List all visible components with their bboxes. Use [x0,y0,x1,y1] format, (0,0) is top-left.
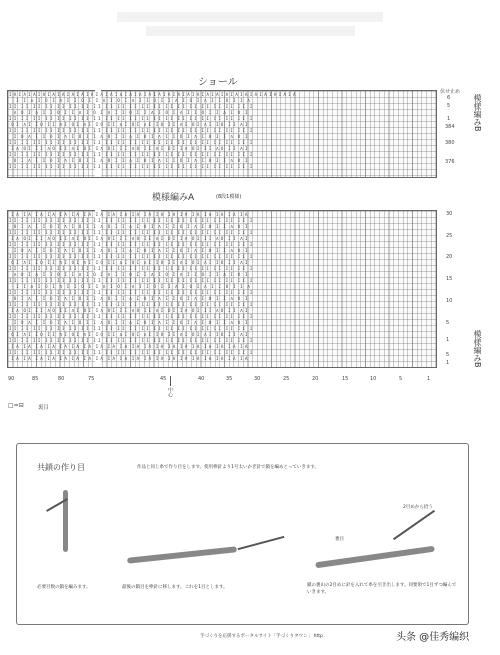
center-label: 中心 [167,387,173,397]
step3-text: 鎖の裏山の2目めに針を入れて糸を引き出します。同要領で1目ずつ編んでいきます。 [307,583,457,595]
label-back: 裏目 [335,537,344,542]
center-marker [170,376,171,386]
row-label-1a: 1 [446,337,450,343]
cast-on-panel [16,443,469,625]
row-label-5b: 5 [446,352,450,358]
row-label-376: 376 [445,159,455,165]
needle-illustration-2 [238,536,285,550]
col-label-90: 90 [8,376,15,382]
chart-top-title: ショール [198,77,238,88]
chart-top-symbols: I A I A I A I A I A I A I A I A I A I A I A I A I A I A I A I A I A I A I A I A I A I A I A I A I A I A I A I A I A I A I I Λ I O I Λ I I O I I Λ I O I Λ I I O I I Λ I O I Λ I I O I I Λ I I I I I I I I I I I I I I I I I I I I I I I I I I I I I I I I I I I I I I I I I Λ O I Λ I I O I I Λ I O I Λ I I O I I Λ I O I Λ I I O I I Λ I O I I I I I I I I I I I I I I I I I I I I I I I I I I I I I I I I I I I I I I I I I I O I Λ I I O I I Λ I O I Λ I I O I I Λ I O I Λ I I O I I Λ I O I Λ I I O I I Λ I I I I I I I I I I I I I I I I I I I I I I I I I I I I I I I I I I I I I I I I I I I O Λ I I O I Λ I O I I Λ O I I Λ I O I Λ I I O I Λ I O I I Λ O I I I I I I I I I I I I I I I I I I I I I I I I I I I I I I I I I I I I I I I I I I I Λ O I I I Λ O I I Λ I O I I Λ O I I I Λ O I I Λ I O I I Λ O I I I Λ O I I Λ I I I I I I I I I I I I I I I I I I I I I I I I I I I I I I I I I I I I I I I I I I O I Λ I I O I Λ I O I I Λ O I I Λ I O I Λ I I O I Λ I O I I Λ O I I I I I I I I I I I I I I I I I I I I I I I I I I I I I I I I I I I I I I I I I I [9,92,296,169]
step1-text: 必要目数の鎖を編みます。 [37,585,91,590]
chain-pickup-illustration [315,546,435,569]
row-label-5: 5 [447,103,451,109]
pattern-b-label-top: 模様編みB [473,94,482,132]
col-label-15: 15 [342,376,349,382]
row-label-30: 30 [446,211,453,217]
footer-text: 手づくりを応援するポータルサイト「手づくりタウン」 http [200,634,323,639]
row-label-380: 380 [445,140,455,146]
row-label-1: 1 [447,116,451,122]
chain-horizontal-illustration [127,546,237,563]
row-label-15: 15 [446,276,453,282]
step2-text: 最後の鎖目を棒針に移します。これを1目とします。 [122,585,228,590]
col-label-80: 80 [58,376,65,382]
col-label-20: 20 [312,376,319,382]
col-label-30: 30 [254,376,261,382]
chart-main-title: 模様編みA [152,193,195,203]
col-label-40: 40 [198,376,205,382]
col-label-5: 5 [399,376,403,382]
row-label-25: 25 [446,233,453,239]
row-label-6: 6 [447,95,451,101]
row-label-5a: 5 [446,320,450,326]
col-label-25: 25 [283,376,290,382]
row-label-bindoff: 伏せ止め [440,89,461,95]
col-label-85: 85 [32,376,39,382]
chart-main-symbols: I A I A I A I A I A I A I A I A I A I A I A I A I A I A I A I A I A I A I A I A I I I I I I I I I I I I I I I I I I I I I I I I I I I I I I I I I I I I I I I I I O I Λ I I O I Λ I O I I Λ O I I Λ I O I Λ I I O I Λ I O I I Λ O I I I I I I I I I I I I I I I I I I I I I I I I I I I I I I I I I I I I I I I I I I I Λ O I I I Λ O I I Λ I O I I Λ O I I I Λ O I I Λ I O I I Λ O I I I Λ O I I Λ I I I I I I I I I I I I I I I I I I I I I I I I I I I I I I I I I I I I I I I I I I I O Λ I I O I Λ I O I I Λ O I I Λ I O I Λ I I O I Λ I O I I Λ O I I I I I I I I I I I I I I I I I I I I I I I I I I I I I I I I I I I I I I I I I I O I Λ I I O I I Λ I O I Λ I I O I I Λ I O I Λ I I O I I Λ I O I Λ I I O I I Λ I I I I I I I I I I I I I I I I I I I I I I I I I I I I I I I I I I I I I I I I I I Λ O I Λ I I O I I Λ I O I Λ I I O I I Λ I O I Λ I I O I I Λ I O I I I I I I I I I I I I I I I I I I I I I I I I I I I I I I I I I I I I I I I I I I I I Λ I O I Λ I I O I I Λ I O I Λ I I O I I Λ I O I Λ I I O I I Λ I I I I I I I I I I I I I I I I I I I I I I I I I I I I I I I I I I I I I I I I I O I Λ I I O I Λ I O I I Λ O I I Λ I O I Λ I I O I Λ I O I I Λ O I I I I I I I I I I I I I I I I I I I I I I I I I I I I I I I I I I I I I I I I I I I Λ O I I I Λ O I I Λ I O I I Λ O I I I Λ O I I Λ I O I I Λ O I I I Λ O I I Λ I I I I I I I I I I I I I I I I I I I I I I I I I I I I I I I I I I I I I I I I I I I O Λ I I O I Λ I O I I Λ O I I Λ I O I Λ I I O I Λ I O I I Λ O I I I I I I I I I I I I I I I I I I I I I I I I I I I I I I I I I I I I I I I I I I O I Λ I I O I I Λ I O I Λ I I O I I Λ I O I Λ I I O I I Λ I O I Λ I I O I I Λ I I I I I I I I I I I I I I I I I I I I I I I I I I I I I I I I I I I I I I I I I I I A I A I A I A I A I A I A I A I A I A I A I A I A I A I A I A I A I A I A I A I I I I I I I I I I I I I I I I I I I I I I I I I I I I I I I I I I I I I I I I I I A I A I A I A I A I A I A I A I A I A I A I A I A I A I A I A I A I A I A I A [9,212,253,361]
needle-illustration-3 [393,510,435,540]
panel-intro: 作品と同じ糸で作り目をします。使用棒針より1号太いかぎ針で鎖を編めとっていきます。 [137,465,320,470]
col-label-75: 75 [88,376,95,382]
col-label-1: 1 [427,376,431,382]
label-second: 2目めから拾う [403,505,433,510]
chart-main-subtitle: (8段1模様) [216,194,242,200]
col-label-35: 35 [226,376,233,382]
row-label-10: 10 [446,298,453,304]
col-label-10: 10 [370,376,377,382]
row-label-384: 384 [445,124,455,130]
row-label-20: 20 [446,254,453,260]
panel-title: 共鎖の作り目 [37,463,85,472]
legend-symbol: □=⊟ [8,402,24,409]
pattern-b-label-bottom: 模様編みB [473,330,482,368]
watermark: 头条 @佳秀编织 [396,632,470,643]
col-label-45: 45 [160,376,167,382]
bleed-through-text [60,8,440,58]
legend-text: 裏目 [38,405,50,411]
row-label-1b: 1 [446,360,450,366]
